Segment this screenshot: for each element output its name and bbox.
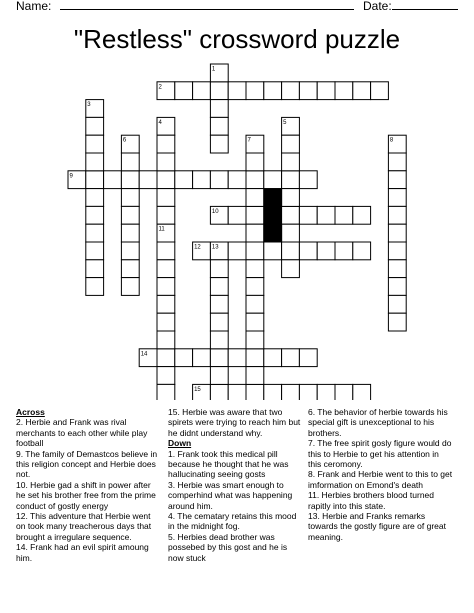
clue-number: 11 [158,226,165,233]
grid-cell[interactable] [335,206,353,224]
grid-cell[interactable] [317,82,335,100]
grid-cell[interactable] [246,295,264,313]
grid-cell[interactable] [335,82,353,100]
grid-cell[interactable] [157,295,175,313]
grid-cell[interactable] [210,100,228,118]
grid-cell[interactable] [121,260,139,278]
grid-cell[interactable] [139,171,157,189]
clue-number: 15 [194,386,201,393]
clue-number: 14 [140,351,148,358]
grid-cell[interactable] [157,278,175,296]
grid-cell[interactable] [282,206,300,224]
grid-cell[interactable] [264,384,282,400]
grid-cell[interactable] [371,82,389,100]
grid-cell[interactable] [228,384,246,400]
grid-cell[interactable] [246,384,264,400]
grid-cell[interactable] [157,117,175,135]
clue-down-8: 8. Frank and Herbie went to this to get imformation on Emond's death [308,469,453,490]
clue-number: 6 [122,137,127,144]
grid-cell[interactable] [121,189,139,207]
grid-cell[interactable] [193,349,211,367]
clue-number: 4 [158,119,162,126]
grid-cell[interactable] [246,260,264,278]
clue-number: 1 [211,66,216,73]
grid-cell[interactable] [86,189,104,207]
grid-cell[interactable] [210,82,228,100]
clue-down-5: 5. Herbies dead brother was possebed by this gost and he is now stuck [168,531,288,563]
name-line[interactable] [60,9,354,10]
grid-cell[interactable] [299,349,317,367]
clue-number: 2 [158,84,162,91]
grid-cell[interactable] [193,82,211,100]
clues-column-3 [308,407,453,542]
name-label: Name: [16,0,52,13]
clue-down-3: 3. Herbie was smart enough to comperhind what was happening around him. [168,479,293,511]
grid-cell[interactable] [210,117,228,135]
grid-cell[interactable] [175,349,193,367]
grid-cell[interactable] [157,367,175,385]
grid-cell[interactable] [228,206,246,224]
grid-cell[interactable] [264,171,282,189]
grid-block [264,206,282,224]
grid-cell[interactable] [246,82,264,100]
grid-cell[interactable] [299,82,317,100]
grid-cell[interactable] [210,384,228,400]
grid-cell[interactable] [282,171,300,189]
clue-down-6: 6. The behavior of herbie towards his special gift is unexceptional to his brothers. [308,407,448,438]
grid-cell[interactable] [388,278,406,296]
grid-cell[interactable] [388,153,406,171]
grid-cell[interactable] [86,224,104,242]
grid-cell[interactable] [210,367,228,385]
clue-down-7: 7. The free spirit gosly figure would do this to Herbie to get his attention in this ceromony. [308,438,452,470]
grid-cell[interactable] [210,242,228,260]
grid-cell[interactable] [264,242,282,260]
grid-cell[interactable] [210,135,228,153]
grid-cell[interactable] [388,242,406,260]
grid-cell[interactable] [282,224,300,242]
grid-cell[interactable] [246,242,264,260]
date-label: Date: [363,0,392,13]
grid-cell[interactable] [246,189,264,207]
grid-cell[interactable] [388,295,406,313]
grid-cell[interactable] [86,153,104,171]
grid-cell[interactable] [282,384,300,400]
grid-cell[interactable] [282,349,300,367]
clue-number: 13 [211,244,219,251]
clue-down-13: 13. Herbie and Franks remarks towards the gostly figure are of great meaning. [308,511,446,542]
clue-number: 8 [389,137,394,144]
grid-cell[interactable] [175,171,193,189]
grid-cell[interactable] [210,206,228,224]
grid-cell[interactable] [121,224,139,242]
grid-cell[interactable] [193,171,211,189]
grid-cell[interactable] [388,171,406,189]
grid-cell[interactable] [282,135,300,153]
grid-cell[interactable] [157,384,175,400]
grid-cell[interactable] [353,242,371,260]
down-heading: Down [168,438,192,449]
grid-cell[interactable] [299,384,317,400]
grid-cell[interactable] [299,242,317,260]
grid-cell[interactable] [86,206,104,224]
grid-cell[interactable] [246,331,264,349]
grid-cell[interactable] [264,82,282,100]
clue-number: 7 [247,137,251,144]
grid-cell[interactable] [388,206,406,224]
grid-block [264,189,282,207]
grid-cell[interactable] [282,82,300,100]
grid-cell[interactable] [246,135,264,153]
grid-cell[interactable] [157,260,175,278]
grid-cell[interactable] [388,189,406,207]
grid-cell[interactable] [86,171,104,189]
grid-cell[interactable] [388,135,406,153]
grid-cell[interactable] [86,100,104,118]
grid-cell[interactable] [121,135,139,153]
grid-cell[interactable] [157,171,175,189]
grid-cell[interactable] [157,206,175,224]
date-line[interactable] [392,9,458,10]
grid-cell[interactable] [353,384,371,400]
clue-down-11: 11. Herbies brothers blood turned rapitly into this state. [308,490,435,511]
grid-cell[interactable] [68,171,86,189]
grid-cell[interactable] [121,206,139,224]
clue-number: 10 [211,208,219,215]
grid-cell[interactable] [157,153,175,171]
grid-cell[interactable] [282,242,300,260]
grid-cell[interactable] [210,64,228,82]
grid-cell[interactable] [210,331,228,349]
grid-cell[interactable] [157,82,175,100]
grid-cell[interactable] [228,82,246,100]
grid-cell[interactable] [246,367,264,385]
grid-cell[interactable] [246,171,264,189]
grid-cell[interactable] [86,242,104,260]
grid-cell[interactable] [317,206,335,224]
grid-cell[interactable] [157,224,175,242]
grid-cell[interactable] [121,278,139,296]
grid-cell[interactable] [86,260,104,278]
grid-cell[interactable] [210,349,228,367]
grid-cell[interactable] [388,224,406,242]
grid-cell[interactable] [210,295,228,313]
grid-cell[interactable] [157,135,175,153]
clue-across-15: 15. Herbie was aware that two spirets were trying to reach him but he didnt understand why. [168,407,301,438]
grid-cell[interactable] [139,349,157,367]
grid-cell[interactable] [317,384,335,400]
grid-cell[interactable] [86,117,104,135]
grid-cell[interactable] [246,206,264,224]
grid-cell[interactable] [246,224,264,242]
clue-number: 9 [69,173,73,180]
clue-down-4: 4. The cematary retains this mood in the midnight fog. [168,511,297,532]
grid-cell[interactable] [228,242,246,260]
grid-cell[interactable] [193,242,211,260]
clue-number: 5 [283,119,287,126]
grid-cell[interactable] [246,278,264,296]
across-heading: Across [16,407,45,417]
grid-cell[interactable] [157,189,175,207]
clue-across-12: 12. This adventure that Herbie went on took many treacherous days that brought a irregulare sequence. [16,511,152,542]
grid-cell[interactable] [335,384,353,400]
clues-column-1 [16,407,161,563]
clue-across-10: 10. Herbie gad a shift in power after he set his brother free from the prime conduct of gostly energy [16,479,156,511]
grid-cell[interactable] [246,349,264,367]
grid-cell[interactable] [121,171,139,189]
grid-cell[interactable] [282,189,300,207]
grid-cell[interactable] [210,171,228,189]
grid-cell[interactable] [246,313,264,331]
page-title: "Restless" crossword puzzle [73,24,401,54]
grid-cell[interactable] [121,153,139,171]
grid-cell[interactable] [175,82,193,100]
clue-across-9: 9. The family of Demastcos believe in this religion concept and Herbie does not. [16,448,158,480]
grid-cell[interactable] [228,171,246,189]
grid-cell[interactable] [282,153,300,171]
grid-cell[interactable] [388,313,406,331]
grid-cell[interactable] [210,278,228,296]
grid-cell[interactable] [264,349,282,367]
grid-cell[interactable] [353,82,371,100]
grid-cell[interactable] [282,260,300,278]
grid-block [264,224,282,242]
clue-across-14: 14. Frank had an evil spirit amoung him. [16,542,149,563]
clues-column-2 [168,407,302,563]
grid-cell[interactable] [86,135,104,153]
clue-number: 12 [194,244,201,251]
grid-cell[interactable] [335,242,353,260]
clue-number: 3 [87,102,91,109]
grid-cell[interactable] [157,349,175,367]
grid-cell[interactable] [193,384,211,400]
grid-cell[interactable] [317,242,335,260]
grid-cell[interactable] [246,153,264,171]
grid-cell[interactable] [388,260,406,278]
grid-cell[interactable] [121,242,139,260]
grid-cell[interactable] [210,260,228,278]
grid-cell[interactable] [104,171,122,189]
grid-cell[interactable] [299,206,317,224]
grid-cell[interactable] [282,117,300,135]
clue-down-1: 1. Frank took this medical pill because he thought that he was hallucinating seeing gosts [168,448,289,480]
grid-cell[interactable] [210,313,228,331]
grid-cell[interactable] [86,278,104,296]
grid-cell[interactable] [353,206,371,224]
grid-cell[interactable] [228,349,246,367]
grid-cell[interactable] [157,242,175,260]
grid-cell[interactable] [157,313,175,331]
clue-across-2: 2. Herbie and Frank was rival merchants to each other while play football [16,417,148,449]
grid-cell[interactable] [157,331,175,349]
grid-cell[interactable] [299,171,317,189]
